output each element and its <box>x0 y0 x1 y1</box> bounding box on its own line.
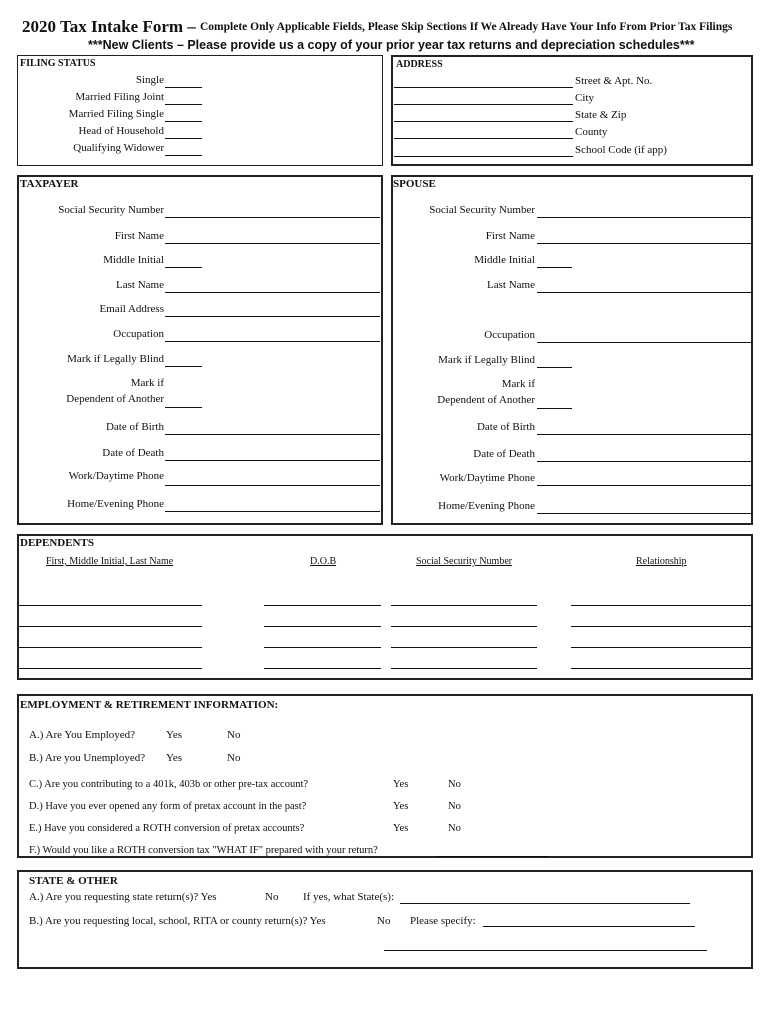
emp-q-c: C.) Are you contributing to a 401k, 403b or other pre-tax account? <box>29 779 309 790</box>
street-label: Street & Apt. No. <box>575 75 653 87</box>
sp-occupation-field[interactable] <box>537 342 751 343</box>
sp-dependent-label-1: Mark if <box>501 378 535 390</box>
emp-q-f: F.) Would you like a ROTH conversion tax "WHAT IF" prepared with your return? <box>29 845 378 856</box>
sp-work-phone-field[interactable] <box>537 485 751 486</box>
sp-last-name-field[interactable] <box>537 292 751 293</box>
emp-d-yes[interactable]: Yes <box>393 801 409 812</box>
emp-b-yes[interactable]: Yes <box>166 752 183 764</box>
county-field[interactable] <box>394 138 573 139</box>
sp-home-phone-field[interactable] <box>537 513 751 514</box>
emp-e-yes[interactable]: Yes <box>393 823 409 834</box>
sp-middle-initial-label: Middle Initial <box>474 254 535 266</box>
mfs-check-line[interactable] <box>165 121 202 122</box>
tp-dependent-label-2: Dependent of Another <box>66 393 164 405</box>
form-instructions: Complete Only Applicable Fields, Please Skip Sections If We Already Have Your Info From Prior Tax Filings <box>200 21 733 33</box>
state-other-heading: STATE & OTHER <box>29 875 118 887</box>
spouse-heading: SPOUSE <box>393 178 436 190</box>
tp-dependent-label-1: Mark if <box>130 377 164 389</box>
city-field[interactable] <box>394 104 573 105</box>
mfj-check-line[interactable] <box>165 104 202 105</box>
sp-last-name-label: Last Name <box>487 279 535 291</box>
tp-last-name-field[interactable] <box>165 292 380 293</box>
state-a-states-field[interactable] <box>400 903 690 904</box>
dep-col-relationship: Relationship <box>636 556 687 567</box>
emp-e-no[interactable]: No <box>448 823 461 834</box>
dep-row1-ssn[interactable] <box>391 605 537 606</box>
tp-dod-field[interactable] <box>165 460 380 461</box>
filing-status-mfj: Married Filing Joint <box>75 91 164 103</box>
sp-home-phone-label: Home/Evening Phone <box>438 500 535 512</box>
emp-q-e: E.) Have you considered a ROTH conversion of pretax accounts? <box>29 823 305 834</box>
state-b-specify-field-2[interactable] <box>384 950 707 951</box>
sp-occupation-label: Occupation <box>484 329 535 341</box>
tp-email-label: Email Address <box>99 303 164 315</box>
dep-row2-ssn[interactable] <box>391 626 537 627</box>
dep-row2-name[interactable] <box>19 626 202 627</box>
emp-c-no[interactable]: No <box>448 779 461 790</box>
dep-row4-name[interactable] <box>19 668 202 669</box>
form-title: 2020 Tax Intake Form – <box>22 17 196 36</box>
filing-status-hoh: Head of Household <box>78 125 164 137</box>
address-heading: ADDRESS <box>396 59 443 70</box>
state-zip-label: State & Zip <box>575 109 627 121</box>
new-clients-note: ***New Clients – Please provide us a copy of your prior year tax returns and depreciation schedules*** <box>88 38 695 52</box>
sp-dependent-field[interactable] <box>537 408 572 409</box>
school-code-field[interactable] <box>394 156 573 157</box>
sp-first-name-field[interactable] <box>537 243 751 244</box>
tp-work-phone-label: Work/Daytime Phone <box>68 470 164 482</box>
hoh-check-line[interactable] <box>165 138 202 139</box>
sp-dod-label: Date of Death <box>473 448 535 460</box>
sp-first-name-label: First Name <box>485 230 535 242</box>
tp-blind-field[interactable] <box>165 366 202 367</box>
taxpayer-heading: TAXPAYER <box>20 178 79 190</box>
dep-row2-dob[interactable] <box>264 626 381 627</box>
tp-email-field[interactable] <box>165 316 380 317</box>
sp-dod-field[interactable] <box>537 461 751 462</box>
state-b-specify: Please specify: <box>410 915 476 927</box>
tp-dod-label: Date of Death <box>102 447 164 459</box>
emp-q-b: B.) Are you Unemployed? <box>29 752 146 764</box>
tp-occupation-label: Occupation <box>113 328 164 340</box>
dep-row4-relationship[interactable] <box>571 668 751 669</box>
dep-row4-ssn[interactable] <box>391 668 537 669</box>
dep-row3-relationship[interactable] <box>571 647 751 648</box>
dep-row1-dob[interactable] <box>264 605 381 606</box>
sp-work-phone-label: Work/Daytime Phone <box>439 472 535 484</box>
state-q-b: B.) Are you requesting local, school, RITA or county return(s)? Yes <box>29 915 326 927</box>
tp-last-name-label: Last Name <box>116 279 164 291</box>
state-a-no[interactable]: No <box>265 891 279 903</box>
sp-dependent-label-2: Dependent of Another <box>437 394 535 406</box>
qw-check-line[interactable] <box>165 155 202 156</box>
sp-ssn-label: Social Security Number <box>429 204 535 216</box>
dep-row3-dob[interactable] <box>264 647 381 648</box>
tp-middle-initial-field[interactable] <box>165 267 202 268</box>
emp-b-no[interactable]: No <box>227 752 241 764</box>
state-b-no[interactable]: No <box>377 915 391 927</box>
dep-row4-dob[interactable] <box>264 668 381 669</box>
state-zip-field[interactable] <box>394 121 573 122</box>
emp-q-a: A.) Are You Employed? <box>29 729 136 741</box>
tp-first-name-field[interactable] <box>165 243 380 244</box>
dep-row1-name[interactable] <box>19 605 202 606</box>
state-q-a: A.) Are you requesting state return(s)? Yes <box>29 891 217 903</box>
dep-col-dob: D.O.B <box>310 556 337 567</box>
filing-status-mfs: Married Filing Single <box>68 108 164 120</box>
emp-c-yes[interactable]: Yes <box>393 779 409 790</box>
sp-ssn-field[interactable] <box>537 217 751 218</box>
filing-status-qw: Qualifying Widower <box>73 142 164 154</box>
emp-a-yes[interactable]: Yes <box>166 729 183 741</box>
tp-first-name-label: First Name <box>114 230 164 242</box>
filing-status-single: Single <box>135 74 164 86</box>
county-label: County <box>575 126 608 138</box>
tp-occupation-field[interactable] <box>165 341 380 342</box>
tp-ssn-label: Social Security Number <box>58 204 164 216</box>
emp-q-d: D.) Have you ever opened any form of pretax account in the past? <box>29 801 307 812</box>
state-a-if-yes: If yes, what State(s): <box>303 891 395 903</box>
dep-row3-name[interactable] <box>19 647 202 648</box>
tp-dob-field[interactable] <box>165 434 380 435</box>
dep-row2-relationship[interactable] <box>571 626 751 627</box>
tp-middle-initial-label: Middle Initial <box>103 254 164 266</box>
tp-home-phone-label: Home/Evening Phone <box>67 498 164 510</box>
dep-col-ssn: Social Security Number <box>416 556 513 567</box>
single-check-line[interactable] <box>165 87 202 88</box>
tp-home-phone-field[interactable] <box>165 511 380 512</box>
state-b-specify-field[interactable] <box>483 926 695 927</box>
employment-heading: EMPLOYMENT & RETIREMENT INFORMATION: <box>20 699 279 711</box>
street-field[interactable] <box>394 87 573 88</box>
emp-d-no[interactable]: No <box>448 801 461 812</box>
tp-ssn-field[interactable] <box>165 217 380 218</box>
sp-middle-initial-field[interactable] <box>537 267 572 268</box>
tp-dob-label: Date of Birth <box>105 421 164 433</box>
dep-col-name: First, Middle Initial, Last Name <box>46 556 174 567</box>
sp-dob-label: Date of Birth <box>476 421 535 433</box>
emp-a-no[interactable]: No <box>227 729 241 741</box>
sp-blind-label: Mark if Legally Blind <box>438 354 535 366</box>
address-box <box>391 55 753 166</box>
sp-dob-field[interactable] <box>537 434 751 435</box>
tp-dependent-field[interactable] <box>165 407 202 408</box>
tp-blind-label: Mark if Legally Blind <box>67 353 164 365</box>
dep-row1-relationship[interactable] <box>571 605 751 606</box>
city-label: City <box>575 92 594 104</box>
emp-f-answer-field[interactable] <box>438 856 549 857</box>
school-code-label: School Code (if app) <box>575 144 667 156</box>
filing-status-heading: FILING STATUS <box>20 58 96 69</box>
dep-row3-ssn[interactable] <box>391 647 537 648</box>
tp-work-phone-field[interactable] <box>165 485 380 486</box>
sp-blind-field[interactable] <box>537 367 572 368</box>
dependents-heading: DEPENDENTS <box>20 537 94 549</box>
